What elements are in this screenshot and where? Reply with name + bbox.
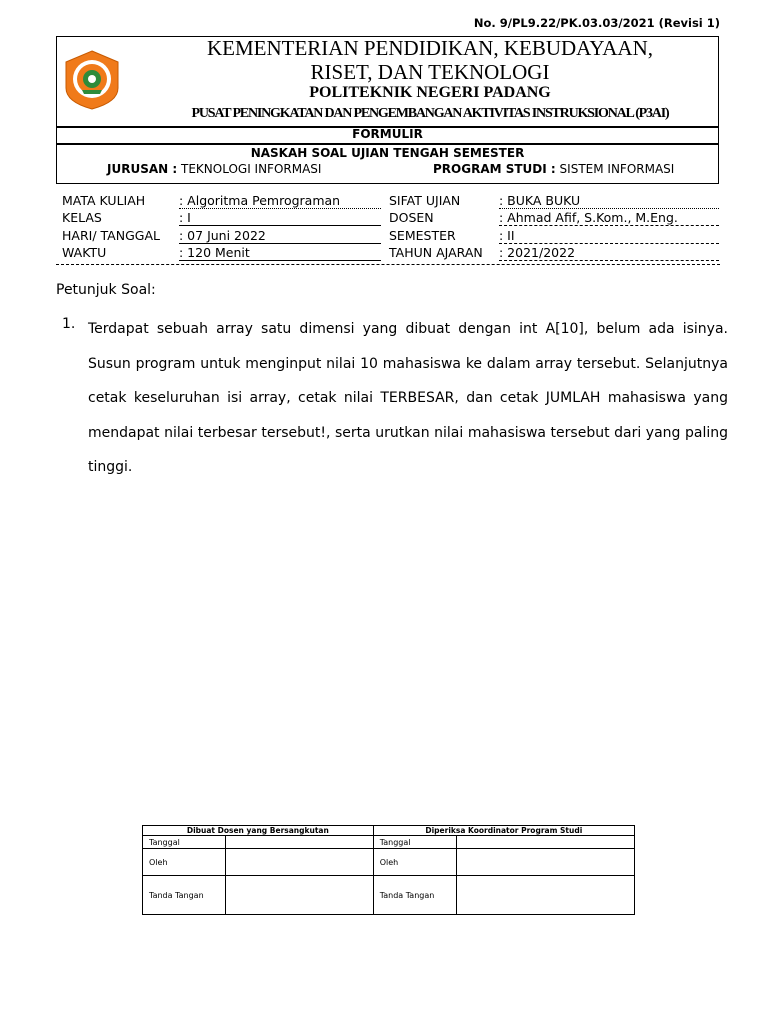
polytechnic-logo [60,48,124,112]
ministry-title [130,36,730,84]
study-program-value: SISTEM INFORMASI [559,162,675,176]
info-value: : 2021/2022 [499,245,719,261]
by-cell [456,849,634,876]
info-value: : Algoritma Pemrograman [179,193,381,209]
department [107,162,321,176]
document-number: No. 9/PL9.22/PK.03.03/2021 (Revisi 1) [473,16,720,30]
date-label: Tanggal [373,836,456,849]
signature-label: Tanda Tangan [373,876,456,915]
date-cell [456,836,634,849]
question-number: 1. [62,316,76,332]
signature-header-coordinator: Diperiksa Koordinator Program Studi [373,826,634,836]
info-label: DOSEN [389,210,434,225]
info-label: SEMESTER [389,228,456,243]
info-value: : II [499,228,719,244]
header-divider [57,143,718,145]
ministry-line-1: KEMENTERIAN PENDIDIKAN, KEBUDAYAAN, [206,36,654,60]
department-label: JURUSAN : [107,162,178,176]
info-label: TAHUN AJARAN [389,245,483,260]
by-cell [226,849,374,876]
info-label: MATA KULIAH [62,193,146,208]
info-label: HARI/ TANGGAL [62,228,160,243]
info-divider [56,264,720,265]
signature-header-lecturer: Dibuat Dosen yang Bersangkutan [143,826,374,836]
info-label: KELAS [62,210,102,225]
department-value: TEKNOLOGI INFORMASI [180,162,322,176]
center-name: PUSAT PENINGKATAN DAN PENGEMBANGAN AKTIVITAS INSTRUKSIONAL (P3AI) [191,106,669,121]
ministry-line-2: RISET, DAN TEKNOLOGI [310,60,550,84]
info-value: : 120 Menit [179,245,381,261]
by-label: Oleh [373,849,456,876]
study-program-label: PROGRAM STUDI : [433,162,556,176]
by-label: Oleh [143,849,226,876]
signature-table [142,825,635,915]
question-text: Terdapat sebuah array satu dimensi yang dibuat dengan int A[10], belum ada isinya. Susun program untuk menginput nilai 10 mahasiswa ke dalam array tersebut. Selanjutnya cetak keseluruhan isi array, cetak nilai TERBESAR, dan cetak JUMLAH mahasiswa yang mendapat nilai terbesar tersebut!, serta urutkan nilai mahasiswa tersebut dari yang paling tinggi. [88,321,728,475]
date-label: Tanggal [143,836,226,849]
info-value: : 07 Juni 2022 [179,228,381,244]
signature-cell [226,876,374,915]
form-title: FORMULIR [352,127,423,141]
polytechnic-name: POLITEKNIK NEGERI PADANG [309,84,551,101]
study-program [433,162,674,176]
info-value: : BUKA BUKU [499,193,719,209]
signature-label: Tanda Tangan [143,876,226,915]
instructions-heading: Petunjuk Soal: [56,282,156,298]
info-label: WAKTU [62,245,107,260]
date-cell [226,836,374,849]
signature-cell [456,876,634,915]
info-value: : Ahmad Afif, S.Kom., M.Eng. [499,210,719,226]
exam-title: NASKAH SOAL UJIAN TENGAH SEMESTER [250,146,525,160]
info-value: : I [179,210,381,226]
info-label: SIFAT UJIAN [389,193,461,208]
